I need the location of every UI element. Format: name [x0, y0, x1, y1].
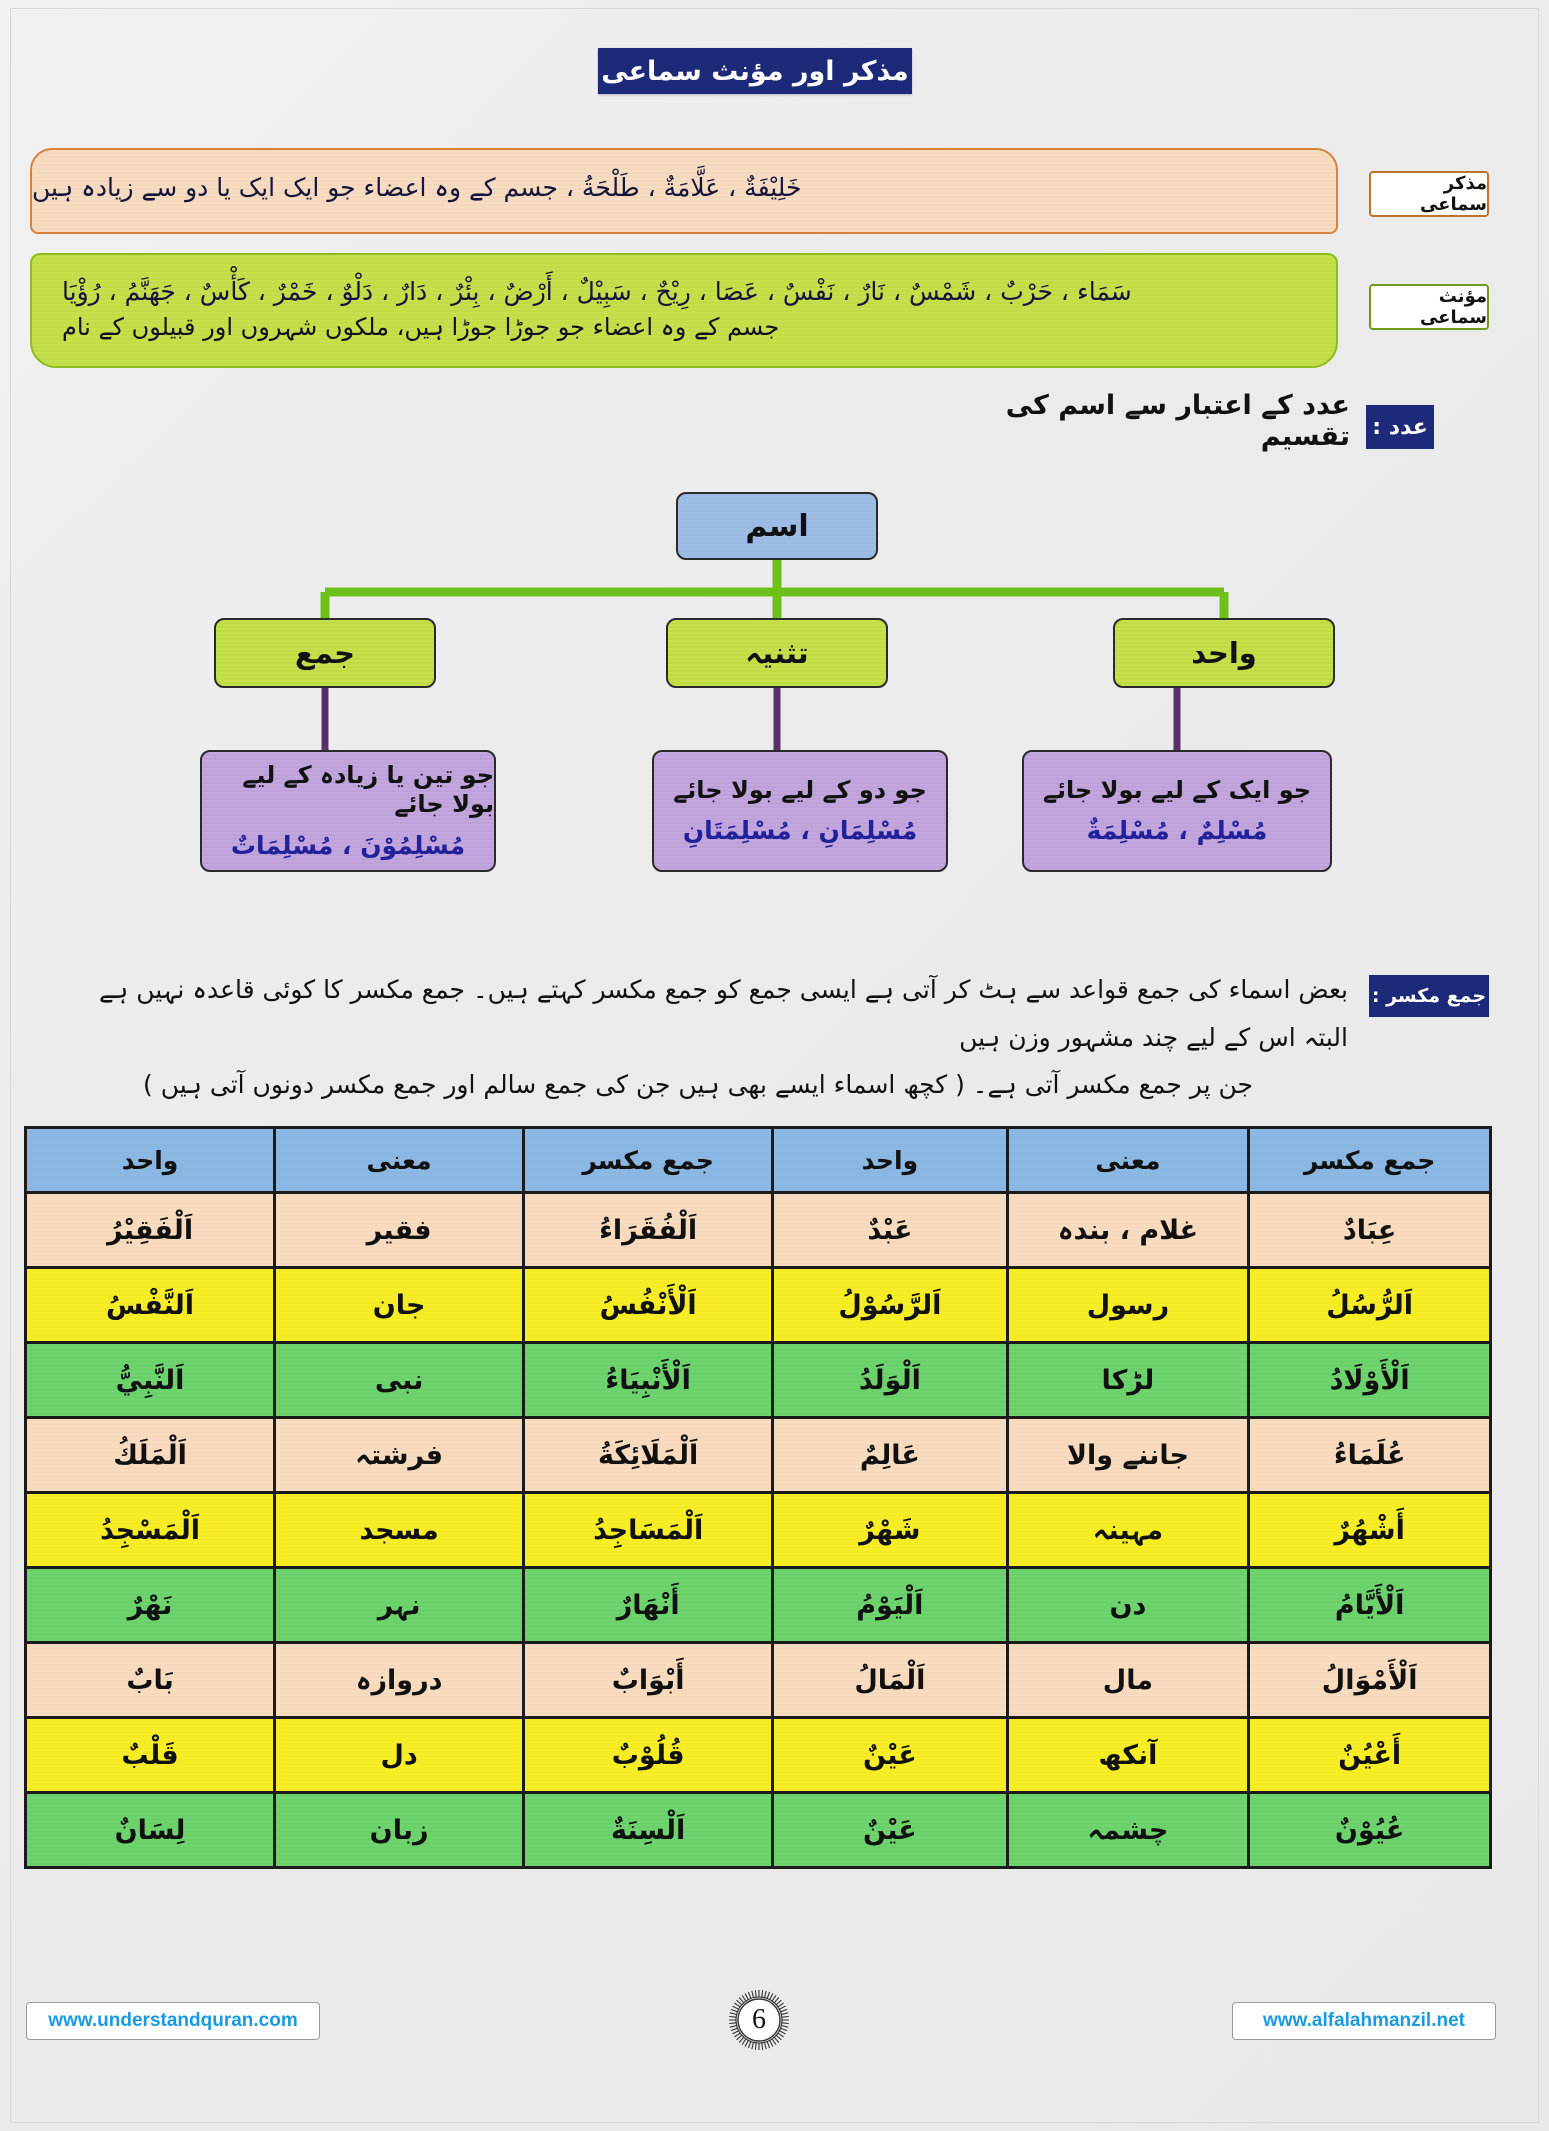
cell-mani-2: آنکھ: [1007, 1718, 1249, 1793]
table-body: [26, 1193, 1491, 1868]
jama-mukassar-label: جمع مکسر :: [1369, 975, 1489, 1017]
tree-node-jama: جمع: [214, 618, 436, 688]
cell-wahid-1: بَابٌ: [26, 1643, 275, 1718]
cell-mani-1: دروازہ: [275, 1643, 524, 1718]
table-row: [26, 1643, 1491, 1718]
table-row: [26, 1343, 1491, 1418]
tree-detail-tasnia-rule: جو دو کے لیے بولا جائے: [673, 775, 927, 804]
cell-mani-1: زبان: [275, 1793, 524, 1868]
adad-label: عدد :: [1366, 405, 1434, 449]
cell-mani-1: فقیر: [275, 1193, 524, 1268]
cell-mani-1: نبی: [275, 1343, 524, 1418]
table-row: [26, 1793, 1491, 1868]
cell-jama-mukassar-1: اَلْفُقَرَاءُ: [524, 1193, 773, 1268]
table-row: [26, 1268, 1491, 1343]
footer-link-understandquran[interactable]: www.understandquran.com: [26, 2002, 320, 2040]
tree-detail-tasnia: [652, 750, 948, 872]
tree-detail-jama-example: مُسْلِمُوْنَ ، مُسْلِمَاتٌ: [230, 830, 466, 860]
jama-mukassar-paragraph-2: جن پر جمع مکسر آتی ہے۔ ( کچھ اسماء ایسے بھی ہیں جن کی جمع سالم اور جمع مکسر دونوں آتی ہیں ): [143, 1070, 1253, 1099]
cell-mani-1: دل: [275, 1718, 524, 1793]
muannas-samaai-label: مؤنث سماعی: [1369, 284, 1489, 330]
cell-wahid-2: عَيْنٌ: [773, 1718, 1007, 1793]
cell-wahid-2: عَالِمٌ: [773, 1418, 1007, 1493]
cell-mani-2: غلام ، بندہ: [1007, 1193, 1249, 1268]
table-header-mani-1: معنی: [275, 1128, 524, 1193]
cell-mani-2: مہینہ: [1007, 1493, 1249, 1568]
tree-detail-jama: [200, 750, 496, 872]
cell-mani-2: چشمہ: [1007, 1793, 1249, 1868]
muzakkar-samaai-text: خَلِيْفَةٌ ، عَلَّامَةٌ ، طَلْحَةُ ، جسم کے وہ اعضاء جو ایک ایک یا دو سے زیادہ ہیں: [32, 173, 802, 203]
cell-wahid-2: اَلْيَوْمُ: [773, 1568, 1007, 1643]
table-row: [26, 1718, 1491, 1793]
cell-mani-1: مسجد: [275, 1493, 524, 1568]
cell-wahid-2: عَبْدٌ: [773, 1193, 1007, 1268]
table-header-jama-mukassar-1: جمع مکسر: [524, 1128, 773, 1193]
muannas-samaai-box: [30, 253, 1338, 368]
tree-detail-tasnia-example: مُسْلِمَانِ ، مُسْلِمَتَانِ: [682, 816, 918, 846]
tree-detail-wahid-rule: جو ایک کے لیے بولا جائے: [1042, 775, 1312, 804]
cell-mani-2: مال: [1007, 1643, 1249, 1718]
cell-jama-mukassar-1: أَبْوَابٌ: [524, 1643, 773, 1718]
muannas-samaai-description: جسم کے وہ اعضاء جو جوڑا جوڑا ہیں، ملکوں شہروں اور قبیلوں کے نام: [62, 312, 780, 341]
cell-wahid-1: اَلنَّفْسُ: [26, 1268, 275, 1343]
page-number-text: 6: [752, 2004, 766, 2035]
cell-wahid-1: لِسَانٌ: [26, 1793, 275, 1868]
adad-heading: عدد کے اعتبار سے اسم کی تقسیم: [1005, 390, 1350, 452]
page-title: مذکر اور مؤنث سماعی: [598, 48, 912, 94]
cell-mani-2: دن: [1007, 1568, 1249, 1643]
cell-wahid-2: عَيْنٌ: [773, 1793, 1007, 1868]
cell-jama-mukassar-2: عُيُوْنٌ: [1249, 1793, 1491, 1868]
tree-detail-jama-rule: جو تین یا زیادہ کے لیے بولا جائے: [242, 761, 494, 818]
cell-jama-mukassar-1: اَلْأَنْفُسُ: [524, 1268, 773, 1343]
cell-wahid-1: اَلنَّبِيُّ: [26, 1343, 275, 1418]
cell-mani-2: جاننے والا: [1007, 1418, 1249, 1493]
singular-plural-table: [24, 1126, 1492, 1869]
muzakkar-samaai-label: مذکر سماعی: [1369, 171, 1489, 217]
page-number-badge: [724, 1985, 794, 2055]
table-row: [26, 1568, 1491, 1643]
cell-mani-1: جان: [275, 1268, 524, 1343]
cell-jama-mukassar-2: أَشْهُرٌ: [1249, 1493, 1491, 1568]
cell-jama-mukassar-2: اَلْأَيَّامُ: [1249, 1568, 1491, 1643]
tree-node-wahid: واحد: [1113, 618, 1335, 688]
cell-mani-1: فرشتہ: [275, 1418, 524, 1493]
cell-wahid-2: اَلْمَالُ: [773, 1643, 1007, 1718]
cell-jama-mukassar-2: اَلْأَوْلَادُ: [1249, 1343, 1491, 1418]
cell-wahid-2: شَهْرٌ: [773, 1493, 1007, 1568]
cell-jama-mukassar-2: أَعْيُنٌ: [1249, 1718, 1491, 1793]
cell-wahid-1: نَهْرٌ: [26, 1568, 275, 1643]
cell-mani-1: نہر: [275, 1568, 524, 1643]
noun-number-tree: [0, 470, 1549, 910]
cell-jama-mukassar-2: عِبَادٌ: [1249, 1193, 1491, 1268]
table-header-row: [26, 1128, 1491, 1193]
table-header-jama-mukassar-2: جمع مکسر: [1249, 1128, 1491, 1193]
cell-jama-mukassar-2: اَلْأَمْوَالُ: [1249, 1643, 1491, 1718]
cell-jama-mukassar-1: اَلْأَنْبِيَاءُ: [524, 1343, 773, 1418]
footer-link-alfalahmanzil[interactable]: www.alfalahmanzil.net: [1232, 2002, 1496, 2040]
muannas-samaai-words: سَمَاء ، حَرْبٌ ، شَمْسٌ ، نَارٌ ، نَفْسٌ ، عَصَا ، رِيْحٌ ، سَبِيْلٌ ، أَرْضٌ ، بِئْرٌ ، دَارٌ ، دَلْوٌ ، خَمْرٌ ، كَأْسٌ ، جَهَنَّمُ ، رُؤْيَا: [62, 277, 1132, 307]
cell-jama-mukassar-1: اَلْمَسَاجِدُ: [524, 1493, 773, 1568]
cell-jama-mukassar-1: أَنْهَارٌ: [524, 1568, 773, 1643]
cell-mani-2: رسول: [1007, 1268, 1249, 1343]
cell-wahid-1: قَلْبٌ: [26, 1718, 275, 1793]
cell-jama-mukassar-2: اَلرُّسُلُ: [1249, 1268, 1491, 1343]
tree-root-ism: اسم: [676, 492, 878, 560]
tree-detail-wahid: [1022, 750, 1332, 872]
cell-wahid-1: اَلْفَقِيْرُ: [26, 1193, 275, 1268]
tree-detail-wahid-example: مُسْلِمٌ ، مُسْلِمَةٌ: [1086, 816, 1268, 846]
muzakkar-samaai-box: [30, 148, 1338, 234]
cell-jama-mukassar-1: اَلْمَلَائِكَةُ: [524, 1418, 773, 1493]
tree-node-tasnia: تثنیہ: [666, 618, 888, 688]
cell-jama-mukassar-1: اَلْسِنَةٌ: [524, 1793, 773, 1868]
cell-wahid-2: اَلرَّسُوْلُ: [773, 1268, 1007, 1343]
table-row: [26, 1193, 1491, 1268]
cell-wahid-1: اَلْمَسْجِدُ: [26, 1493, 275, 1568]
table-header-wahid-2: واحد: [773, 1128, 1007, 1193]
table-row: [26, 1418, 1491, 1493]
cell-wahid-2: اَلْوَلَدُ: [773, 1343, 1007, 1418]
jama-mukassar-note: [48, 966, 1348, 1109]
table-header-mani-2: معنی: [1007, 1128, 1249, 1193]
cell-mani-2: لڑکا: [1007, 1343, 1249, 1418]
cell-jama-mukassar-1: قُلُوْبٌ: [524, 1718, 773, 1793]
jama-mukassar-paragraph-1: بعض اسماء کی جمع قواعد سے ہٹ کر آتی ہے ایسی جمع کو جمع مکسر کہتے ہیں۔ جمع مکسر کا کوئی قاعدہ نہیں ہے البتہ اس کے لیے چند مشہور وزن ہیں: [98, 975, 1348, 1052]
table-row: [26, 1493, 1491, 1568]
table-header-wahid-1: واحد: [26, 1128, 275, 1193]
cell-wahid-1: اَلْمَلَكُ: [26, 1418, 275, 1493]
cell-jama-mukassar-2: عُلَمَاءُ: [1249, 1418, 1491, 1493]
